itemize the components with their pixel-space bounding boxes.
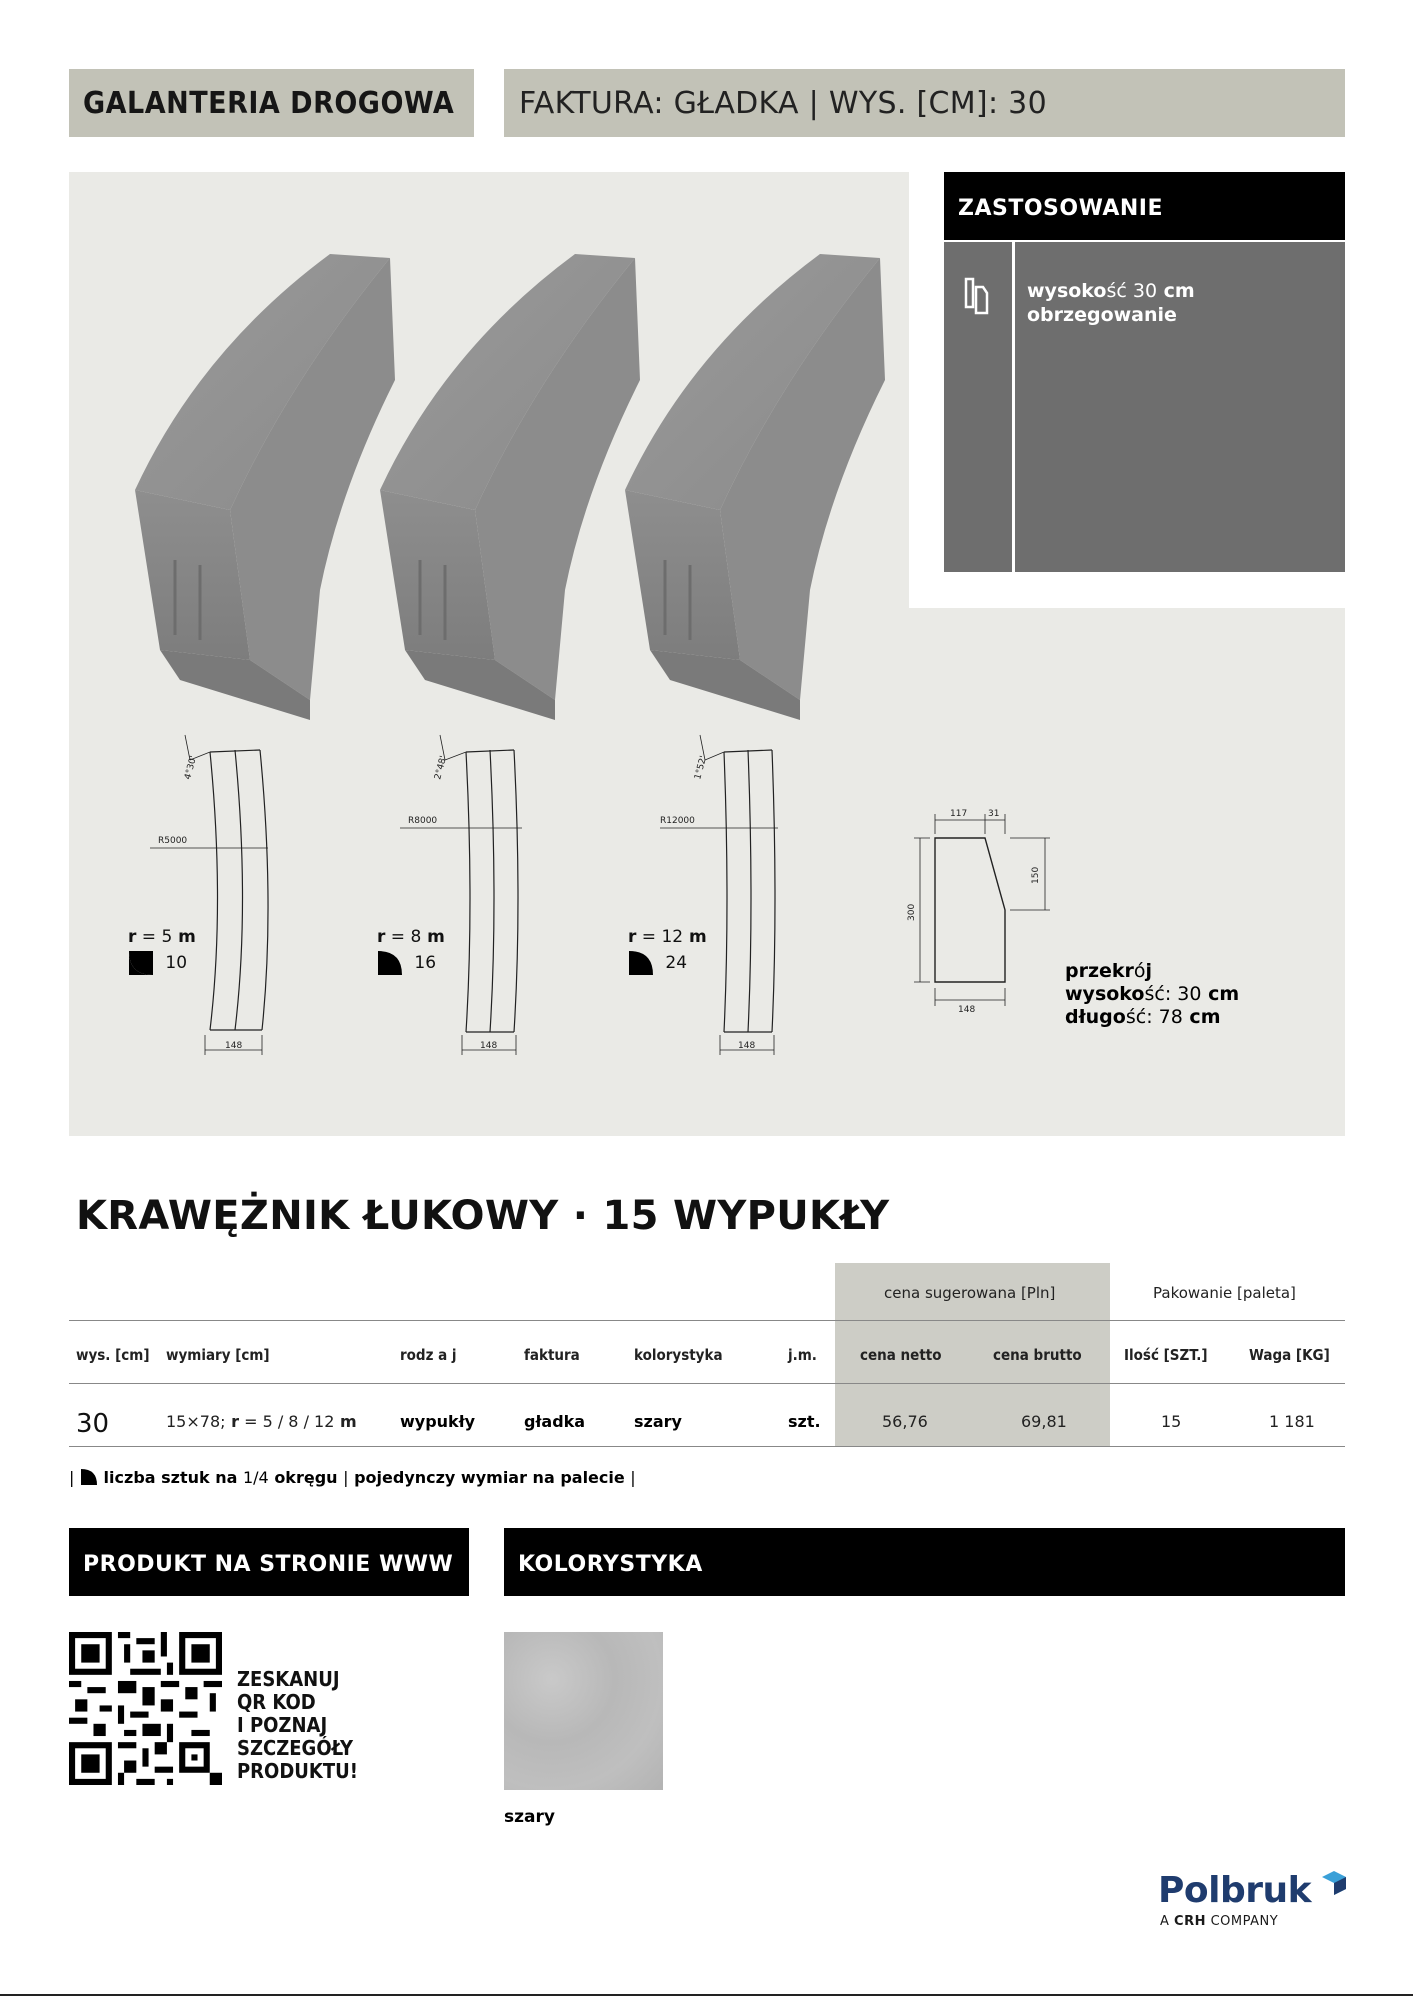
table-divider-1 bbox=[69, 1320, 1345, 1321]
quarter-circle-icon bbox=[377, 950, 403, 976]
curb-2-radius-label: R8000 bbox=[408, 816, 438, 826]
th-wymiary: wymiary [cm] bbox=[166, 1346, 270, 1364]
qr-instructions bbox=[237, 1668, 358, 1783]
qr-line: PRODUKTU! bbox=[237, 1759, 358, 1783]
cross-section-height: wysokość: 30 cm bbox=[1065, 983, 1240, 1005]
curb-product-photos bbox=[120, 240, 920, 720]
cross-section-label: przekrój bbox=[1065, 960, 1153, 982]
zastosowanie-title: ZASTOSOWANIE bbox=[958, 196, 1164, 221]
curb-2-count: 16 bbox=[377, 950, 436, 976]
cross-section-length: długość: 78 cm bbox=[1065, 1006, 1221, 1028]
cross-dim-150: 150 bbox=[1031, 866, 1041, 884]
th-ilosc: Ilość [SZT.] bbox=[1124, 1346, 1208, 1364]
th-cena-brutto: cena brutto bbox=[993, 1346, 1082, 1364]
th-cena-netto: cena netto bbox=[860, 1346, 942, 1364]
www-title: PRODUKT NA STRONIE WWW bbox=[83, 1552, 454, 1577]
quarter-circle-icon bbox=[628, 950, 654, 976]
td-waga: 1 181 bbox=[1269, 1412, 1315, 1431]
cross-section-drawing bbox=[890, 800, 1070, 1025]
curb-1-angle-label: 4°30' bbox=[183, 754, 200, 781]
color-swatch-szary[interactable] bbox=[504, 1632, 663, 1790]
cross-section-description bbox=[1065, 960, 1239, 1029]
td-rodzaj: wypukły bbox=[400, 1412, 476, 1431]
crh-company-tagline: A CRH COMPANY bbox=[1160, 1914, 1279, 1929]
curb-technical-drawings bbox=[150, 730, 840, 1060]
zastosowanie-use-text: obrzegowanie bbox=[1027, 304, 1177, 326]
td-kolor: szary bbox=[634, 1412, 682, 1431]
qr-line: SZCZEGÓŁY bbox=[237, 1736, 354, 1760]
cross-dim-300: 300 bbox=[907, 903, 917, 921]
qr-line: I POZNAJ bbox=[237, 1713, 328, 1737]
curb-application-icon bbox=[963, 277, 993, 317]
curb-drawing-2 bbox=[400, 735, 522, 1055]
th-waga: Waga [KG] bbox=[1249, 1346, 1330, 1364]
td-wymiary: 15×78; r = 5 / 8 / 12 m bbox=[166, 1412, 357, 1431]
quarter-circle-icon bbox=[80, 1468, 98, 1486]
td-cena-netto: 56,76 bbox=[882, 1412, 928, 1431]
color-swatch-label: szary bbox=[504, 1807, 555, 1827]
curb-drawing-3 bbox=[660, 735, 778, 1055]
curb-photo-1 bbox=[135, 254, 395, 720]
curb-3-radius-label: R12000 bbox=[660, 816, 695, 826]
th-jm: j.m. bbox=[788, 1346, 817, 1364]
product-qr-code[interactable] bbox=[69, 1632, 222, 1785]
spec-title: FAKTURA: GŁADKA | WYS. [CM]: 30 bbox=[519, 86, 1047, 121]
cross-dim-148: 148 bbox=[958, 1005, 976, 1015]
curb-1-radius-text: r = 5 m bbox=[128, 927, 196, 947]
table-divider-2 bbox=[69, 1383, 1345, 1384]
th-kolorystyka: kolorystyka bbox=[634, 1346, 723, 1364]
curb-3-angle-label: 1°52' bbox=[693, 754, 710, 781]
curb-3-count: 24 bbox=[628, 950, 687, 976]
cross-dim-117: 117 bbox=[950, 809, 968, 819]
qr-line: QR KOD bbox=[237, 1690, 316, 1714]
page-bottom-rule bbox=[0, 1994, 1413, 1996]
polbruk-logo[interactable]: Polbruk bbox=[1158, 1870, 1347, 1911]
kolorystyka-title: KOLORYSTYKA bbox=[518, 1552, 703, 1577]
curb-2-width-label: 148 bbox=[480, 1041, 498, 1051]
curb-1-width-label: 148 bbox=[225, 1041, 243, 1051]
zastosowanie-height-text: wysokość 30 cm bbox=[1027, 280, 1195, 302]
curb-1-radius-label: R5000 bbox=[158, 836, 188, 846]
curb-2-radius-text: r = 8 m bbox=[377, 927, 445, 947]
th-rodzaj: rodz a j bbox=[400, 1346, 457, 1364]
th-wys: wys. [cm] bbox=[76, 1346, 150, 1364]
table-divider-3 bbox=[69, 1446, 1345, 1447]
pack-group-header: Pakowanie [paleta] bbox=[1153, 1284, 1296, 1302]
th-faktura: faktura bbox=[524, 1346, 580, 1364]
curb-photo-3 bbox=[625, 254, 885, 720]
category-title: GALANTERIA DROGOWA bbox=[83, 86, 455, 121]
curb-1-count: 10 bbox=[128, 950, 187, 976]
price-group-header: cena sugerowana [Pln] bbox=[884, 1284, 1056, 1302]
product-title: KRAWĘŻNIK ŁUKOWY · 15 WYPUKŁY bbox=[76, 1193, 890, 1239]
curb-photo-2 bbox=[380, 254, 640, 720]
td-cena-brutto: 69,81 bbox=[1021, 1412, 1067, 1431]
td-wys: 30 bbox=[76, 1409, 110, 1439]
td-ilosc: 15 bbox=[1161, 1412, 1182, 1431]
td-jm: szt. bbox=[788, 1412, 821, 1431]
zastosowanie-icon-column bbox=[944, 242, 1012, 572]
curb-2-angle-label: 2°48' bbox=[433, 754, 450, 781]
polbruk-cube-icon bbox=[1321, 1870, 1347, 1896]
table-footnote: | liczba sztuk na 1/4 okręgu | pojedynczy wymiar na palecie | bbox=[69, 1468, 636, 1487]
quarter-circle-icon bbox=[128, 950, 154, 976]
curb-3-radius-text: r = 12 m bbox=[628, 927, 707, 947]
curb-drawing-1 bbox=[150, 735, 268, 1055]
cross-dim-31: 31 bbox=[988, 809, 1000, 819]
td-faktura: gładka bbox=[524, 1412, 586, 1431]
qr-line: ZESKANUJ bbox=[237, 1667, 340, 1691]
curb-3-width-label: 148 bbox=[738, 1041, 756, 1051]
